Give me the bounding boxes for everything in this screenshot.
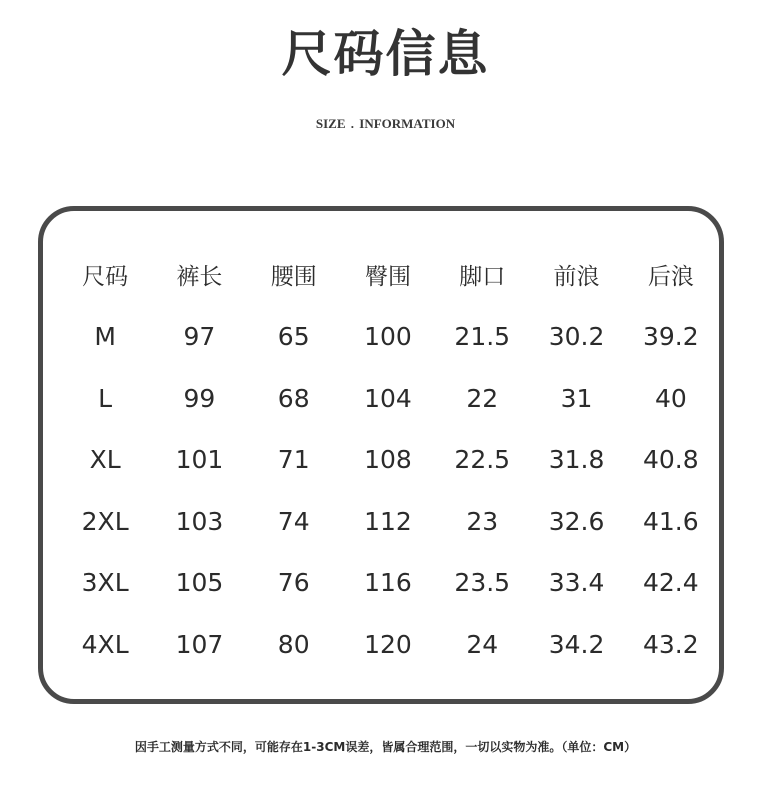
table-cell: 4XL — [81, 629, 129, 659]
table-cell: 22.5 — [454, 445, 511, 475]
table-cell: 30.2 — [548, 322, 605, 352]
table-cell: 101 — [175, 445, 224, 475]
table-cell: 104 — [364, 383, 412, 413]
table-cell: 120 — [364, 629, 412, 659]
table-cell: 65 — [277, 322, 310, 352]
header-leg-opening: 脚口 — [459, 263, 506, 290]
table-cell: 105 — [175, 568, 224, 598]
measurement-note: 因手工测量方式不同，可能存在1-3CM误差，皆属合理范围，一切以实物为准。（单位：CM） — [134, 740, 637, 754]
table-cell: 100 — [364, 322, 412, 352]
table-cell: 68 — [277, 383, 310, 413]
header-back-rise: 后浪 — [647, 263, 694, 290]
table-cell: 97 — [183, 322, 216, 352]
header-waist: 腰围 — [270, 263, 317, 290]
page-subtitle: SIZE . INFORMATION — [315, 116, 456, 131]
table-row — [58, 614, 718, 676]
page-title: 尺码信息 — [281, 25, 490, 83]
table-cell: 31 — [560, 383, 593, 413]
table-cell: 22 — [466, 383, 499, 413]
table-cell: 74 — [277, 506, 310, 536]
table-cell: 40 — [654, 383, 687, 413]
table-cell: 41.6 — [643, 506, 699, 536]
table-cell: 32.6 — [548, 506, 605, 536]
table-cell: 3XL — [81, 568, 129, 598]
table-row — [58, 491, 718, 553]
table-cell: 43.2 — [643, 629, 699, 659]
table-cell: 23 — [466, 506, 499, 536]
header-front-rise: 前浪 — [553, 263, 600, 290]
table-cell: 80 — [277, 629, 310, 659]
table-cell: 76 — [277, 568, 310, 598]
table-cell: 34.2 — [548, 629, 605, 659]
size-table — [58, 242, 718, 675]
table-row — [58, 368, 718, 430]
table-cell: 2XL — [81, 506, 129, 536]
header-length: 裤长 — [176, 263, 223, 290]
table-row — [58, 552, 718, 614]
table-row — [58, 306, 718, 368]
table-header-row — [58, 242, 718, 306]
table-cell: 39.2 — [643, 322, 699, 352]
table-cell: 107 — [175, 629, 224, 659]
table-cell: 71 — [277, 445, 310, 475]
table-cell: 23.5 — [454, 568, 511, 598]
table-cell: 103 — [175, 506, 224, 536]
table-cell: 99 — [183, 383, 216, 413]
table-cell: 112 — [364, 506, 412, 536]
table-cell: 31.8 — [548, 445, 605, 475]
table-cell: 42.4 — [643, 568, 699, 598]
table-cell: 116 — [364, 568, 412, 598]
header-hip: 臀围 — [364, 263, 411, 290]
table-cell: 24 — [466, 629, 499, 659]
table-cell: 40.8 — [643, 445, 699, 475]
table-cell: 33.4 — [548, 568, 605, 598]
table-cell: 108 — [364, 445, 412, 475]
table-cell: XL — [89, 445, 121, 475]
table-cell: 21.5 — [454, 322, 511, 352]
header-size: 尺码 — [82, 263, 129, 290]
table-cell: M — [94, 322, 116, 352]
table-cell: L — [98, 383, 113, 413]
table-row — [58, 429, 718, 491]
